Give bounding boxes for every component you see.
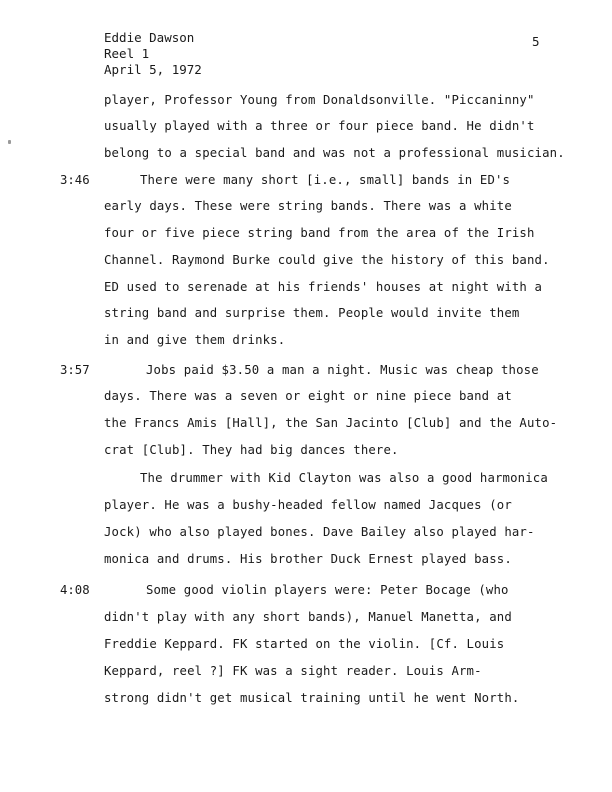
text-line: usually played with a three or four piece band. He didn't: [104, 119, 535, 133]
text-line: in and give them drinks.: [104, 333, 286, 347]
reel-label: Reel 1: [104, 46, 150, 61]
text-line: Keppard, reel ?] FK was a sight reader. Louis Arm-: [104, 664, 482, 678]
interview-date: April 5, 1972: [104, 62, 202, 77]
page-number: 5: [532, 34, 540, 49]
text-line: player. He was a bushy-headed fellow named Jacques (or: [104, 498, 512, 512]
text-line: strong didn't get musical training until he went North.: [104, 691, 520, 705]
text-line: Freddie Keppard. FK started on the violin. [Cf. Louis: [104, 637, 505, 651]
text-line: There were many short [i.e., small] bands in ED's: [140, 173, 511, 187]
timestamp: 4:08: [60, 583, 90, 597]
text-line: monica and drums. His brother Duck Ernest played bass.: [104, 552, 512, 566]
text-line: Jock) who also played bones. Dave Bailey also played har-: [104, 525, 535, 539]
timestamp: 3:46: [60, 173, 90, 187]
timestamp: 3:57: [60, 363, 90, 377]
text-line: Jobs paid $3.50 a man a night. Music was cheap those: [146, 363, 539, 377]
text-line: four or five piece string band from the area of the Irish: [104, 226, 535, 240]
page-header: [104, 30, 202, 78]
text-line: The drummer with Kid Clayton was also a good harmonica: [140, 471, 548, 485]
text-line: Some good violin players were: Peter Bocage (who: [146, 583, 509, 597]
text-line: didn't play with any short bands), Manuel Manetta, and: [104, 610, 512, 624]
scan-speck: [8, 140, 11, 144]
text-line: string band and surprise them. People would invite them: [104, 306, 520, 320]
interviewee-name: Eddie Dawson: [104, 30, 195, 45]
text-line: the Francs Amis [Hall], the San Jacinto [Club] and the Auto-: [104, 416, 558, 430]
text-line: early days. These were string bands. There was a white: [104, 199, 512, 213]
text-line: crat [Club]. They had big dances there.: [104, 443, 399, 457]
text-line: belong to a special band and was not a professional musician.: [104, 146, 565, 160]
text-line: ED used to serenade at his friends' houses at night with a: [104, 280, 543, 294]
text-line: days. There was a seven or eight or nine piece band at: [104, 389, 512, 403]
text-line: player, Professor Young from Donaldsonville. "Piccaninny": [104, 93, 535, 107]
text-line: Channel. Raymond Burke could give the history of this band.: [104, 253, 550, 267]
